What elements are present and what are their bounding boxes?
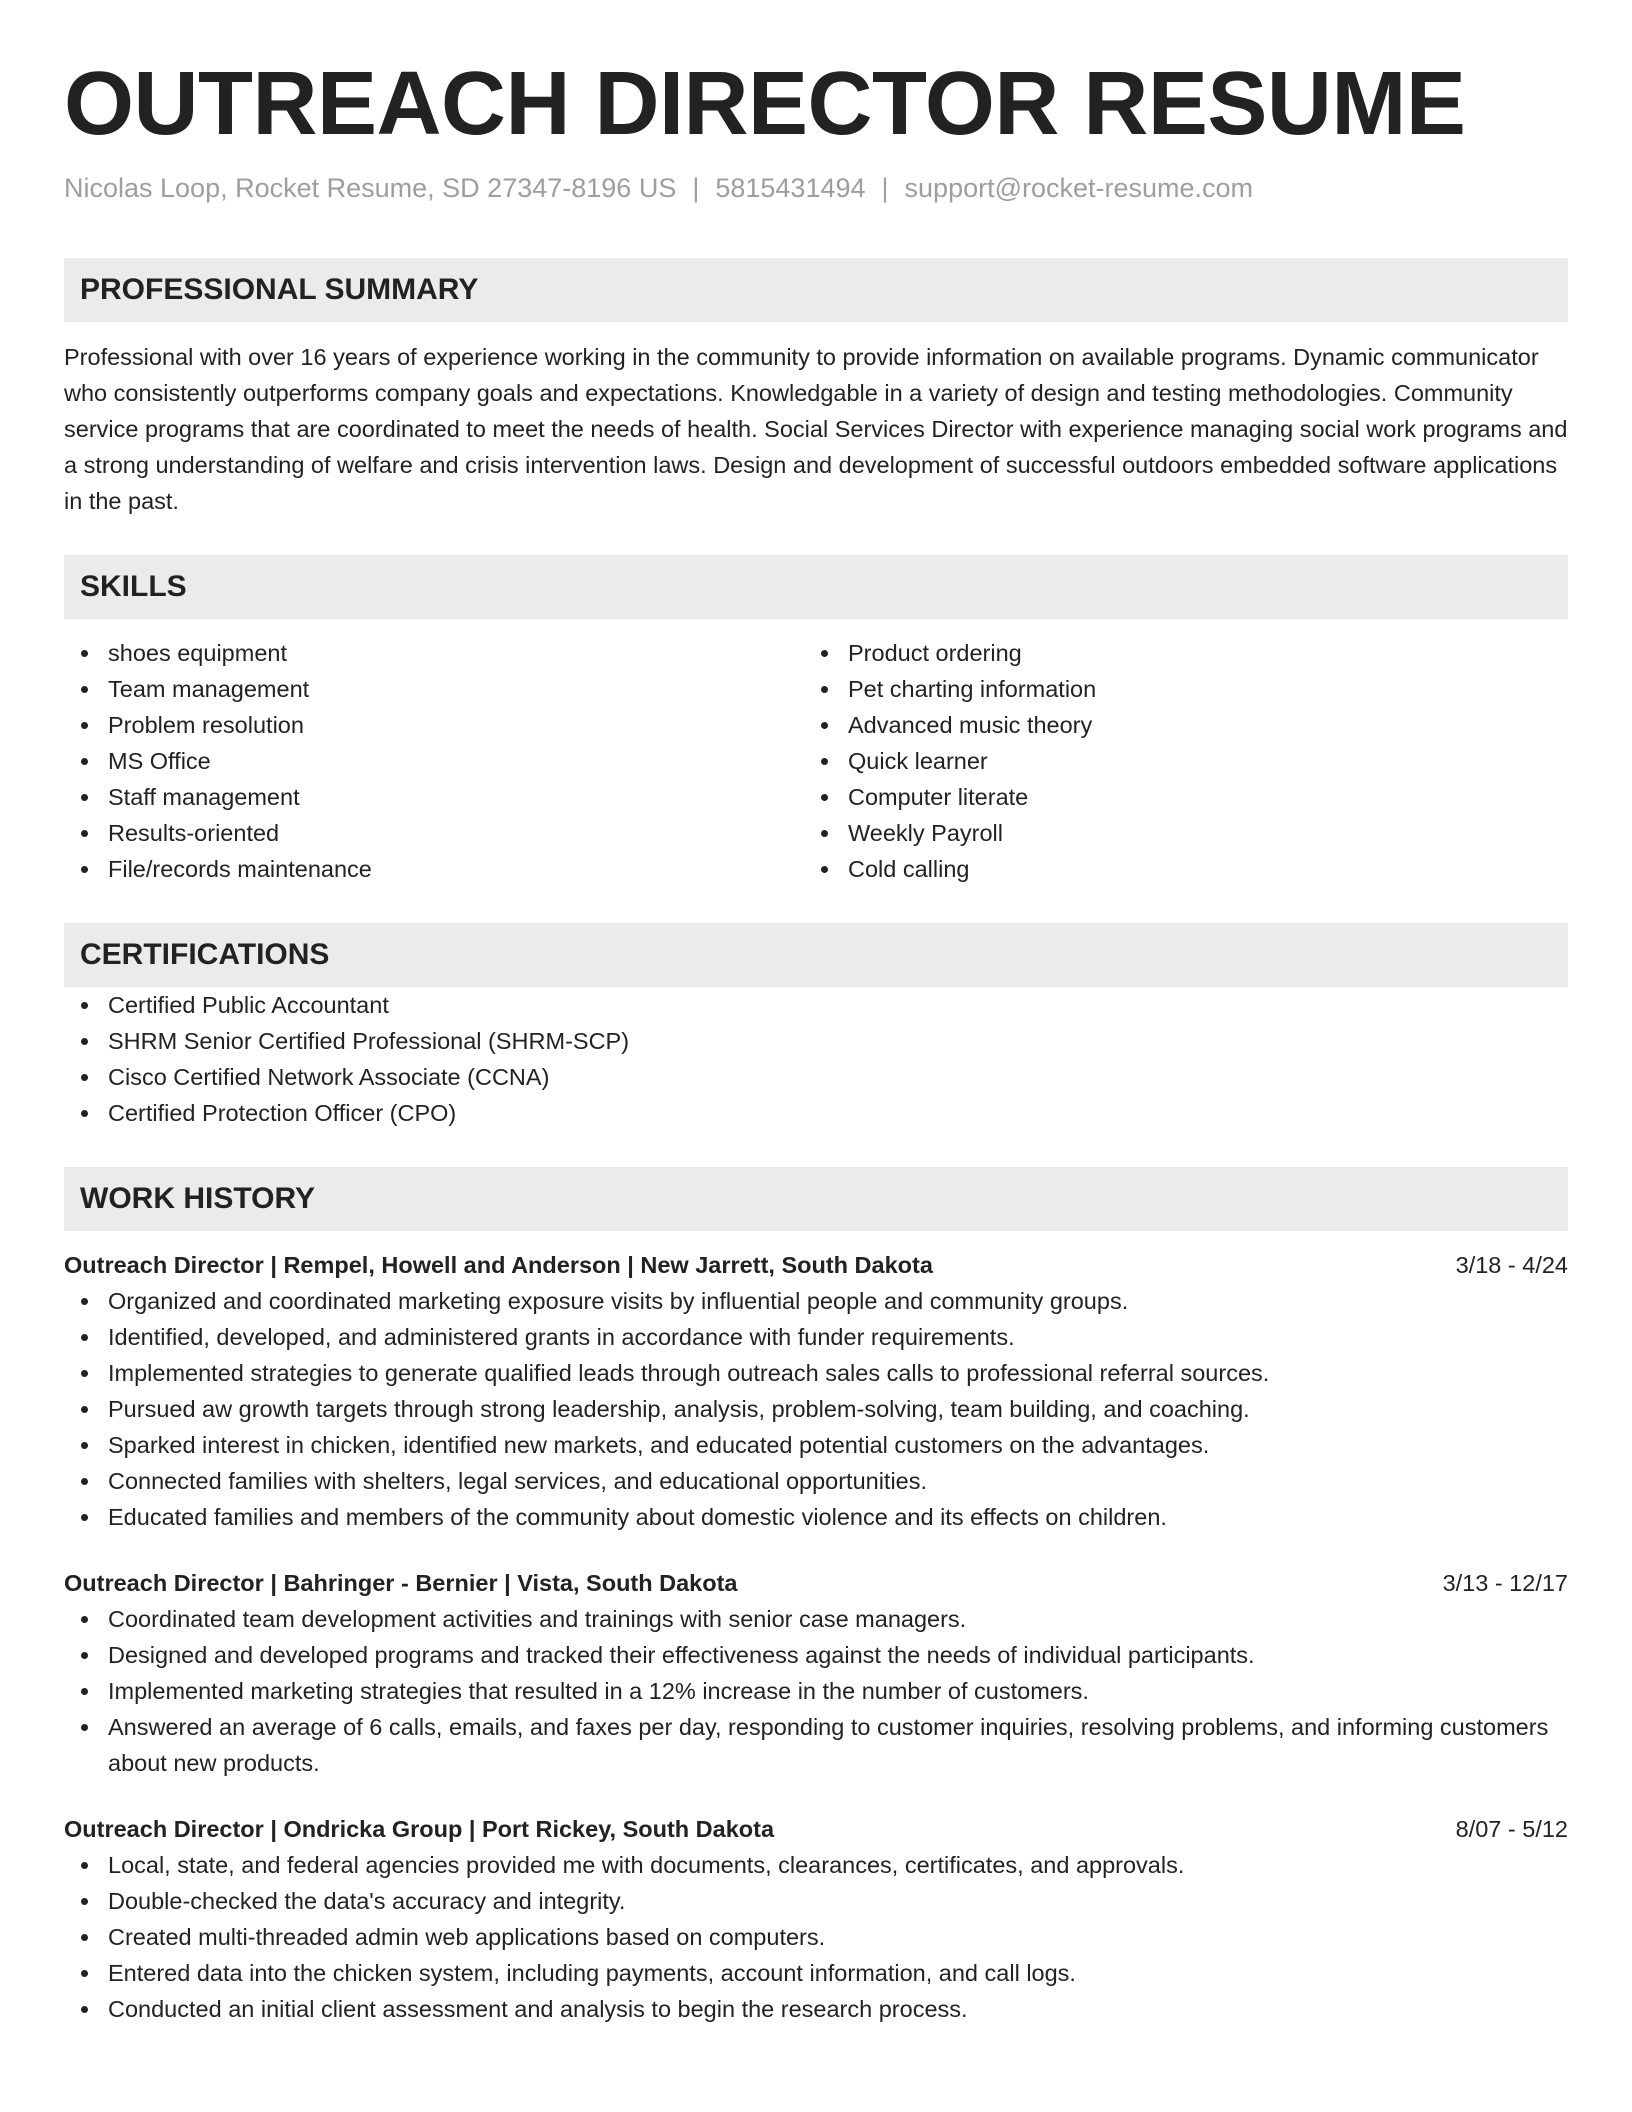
job-duty: Double-checked the data's accuracy and integrity. <box>64 1883 1568 1919</box>
job-title: Outreach Director | Rempel, Howell and Anderson | New Jarrett, South Dakota <box>64 1252 933 1278</box>
skill-item: Product ordering <box>804 635 1544 671</box>
skills-column-right <box>804 635 1544 887</box>
job-duties-list <box>64 1847 1568 2027</box>
job-duty: Answered an average of 6 calls, emails, and faxes per day, responding to customer inquiries, resolving problems, and informing customers about new products. <box>64 1709 1568 1781</box>
skill-item: Team management <box>64 671 804 707</box>
job-duties-list <box>64 1283 1568 1535</box>
job-duty: Implemented marketing strategies that resulted in a 12% increase in the number of customers. <box>64 1673 1568 1709</box>
summary-text: Professional with over 16 years of experience working in the community to provide information on available programs. Dynamic communicator who consistently outperforms company goals and expectations. Knowledgable in a variety of design and testing methodologies. Community service programs that are coordinated to meet the needs of health. Social Services Director with experience managing social work programs and a strong understanding of welfare and crisis intervention laws. Design and development of successful outdoors embedded software applications in the past. <box>64 344 1568 514</box>
job-duty: Identified, developed, and administered grants in accordance with funder requirements. <box>64 1319 1568 1355</box>
job-duty: Designed and developed programs and tracked their effectiveness against the needs of individual participants. <box>64 1637 1568 1673</box>
skills-column-left <box>64 635 804 887</box>
job-title: Outreach Director | Ondricka Group | Port Rickey, South Dakota <box>64 1816 775 1842</box>
contact-separator: | <box>881 173 889 203</box>
job-header <box>64 1247 1568 1283</box>
work-history-heading: WORK HISTORY <box>64 1167 1568 1231</box>
job-dates: 8/07 - 5/12 <box>1455 1816 1568 1842</box>
job-duty: Created multi-threaded admin web applications based on computers. <box>64 1919 1568 1955</box>
job-duty: Educated families and members of the community about domestic violence and its effects on children. <box>64 1499 1568 1535</box>
job-entry <box>64 1247 1568 1535</box>
job-entry <box>64 1565 1568 1781</box>
skill-item: shoes equipment <box>64 635 804 671</box>
certification-item: Certified Public Accountant <box>64 987 1568 1023</box>
job-duty: Implemented strategies to generate qualified leads through outreach sales calls to professional referral sources. <box>64 1355 1568 1391</box>
skill-item: MS Office <box>64 743 804 779</box>
skills-grid <box>64 635 1568 887</box>
skill-item: Pet charting information <box>804 671 1544 707</box>
skill-item: File/records maintenance <box>64 851 804 887</box>
certifications-heading: CERTIFICATIONS <box>64 923 1568 987</box>
job-entry <box>64 1811 1568 2027</box>
job-header <box>64 1565 1568 1601</box>
job-duty: Sparked interest in chicken, identified new markets, and educated potential customers on the advantages. <box>64 1427 1568 1463</box>
skill-item: Staff management <box>64 779 804 815</box>
skill-item: Cold calling <box>804 851 1544 887</box>
contact-email: support@rocket-resume.com <box>904 173 1254 203</box>
skill-item: Problem resolution <box>64 707 804 743</box>
skill-item: Computer literate <box>804 779 1544 815</box>
skill-item: Weekly Payroll <box>804 815 1544 851</box>
resume-title: OUTREACH DIRECTOR RESUME <box>64 54 1466 154</box>
skill-item: Quick learner <box>804 743 1544 779</box>
job-duty: Connected families with shelters, legal services, and educational opportunities. <box>64 1463 1568 1499</box>
skills-list-left <box>64 635 804 887</box>
job-dates: 3/18 - 4/24 <box>1455 1252 1568 1278</box>
skill-item: Results-oriented <box>64 815 804 851</box>
job-dates: 3/13 - 12/17 <box>1442 1570 1568 1596</box>
summary-heading: PROFESSIONAL SUMMARY <box>64 258 1568 322</box>
contact-phone: 5815431494 <box>715 173 866 203</box>
certifications-list <box>64 987 1568 1131</box>
certification-item: Cisco Certified Network Associate (CCNA) <box>64 1059 1568 1095</box>
job-duty: Coordinated team development activities and trainings with senior case managers. <box>64 1601 1568 1637</box>
job-duty: Entered data into the chicken system, including payments, account information, and call logs. <box>64 1955 1568 1991</box>
certification-item: Certified Protection Officer (CPO) <box>64 1095 1568 1131</box>
contact-address: Nicolas Loop, Rocket Resume, SD 27347-8196 US <box>64 173 677 203</box>
skills-heading: SKILLS <box>64 555 1568 619</box>
job-duty: Local, state, and federal agencies provided me with documents, clearances, certificates, and approvals. <box>64 1847 1568 1883</box>
job-duty: Conducted an initial client assessment and analysis to begin the research process. <box>64 1991 1568 2027</box>
skills-list-right <box>804 635 1544 887</box>
job-title: Outreach Director | Bahringer - Bernier | Vista, South Dakota <box>64 1570 738 1596</box>
contact-line <box>64 170 1568 206</box>
job-duty: Pursued aw growth targets through strong leadership, analysis, problem-solving, team building, and coaching. <box>64 1391 1568 1427</box>
contact-separator: | <box>692 173 700 203</box>
skill-item: Advanced music theory <box>804 707 1544 743</box>
job-header <box>64 1811 1568 1847</box>
certification-item: SHRM Senior Certified Professional (SHRM-SCP) <box>64 1023 1568 1059</box>
job-duty: Organized and coordinated marketing exposure visits by influential people and community groups. <box>64 1283 1568 1319</box>
job-duties-list <box>64 1601 1568 1781</box>
